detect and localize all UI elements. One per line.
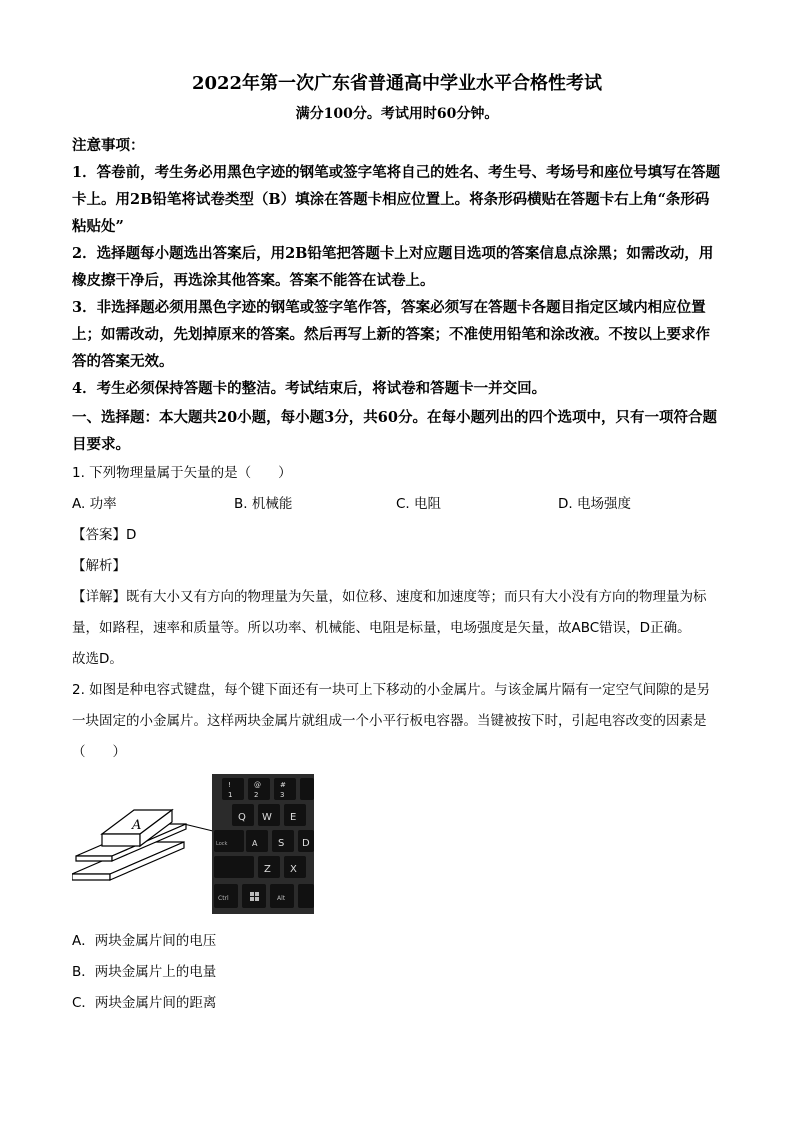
svg-text:Lock: Lock [216,841,228,847]
svg-text:D: D [302,838,310,849]
q1-detail: 【详解】既有大小又有方向的物理量为矢量，如位移、速度和加速度等；而只有大小没有方向的物理量为标量，如路程，速率和质量等。所以功率、机械能、电阻是标量，电场强度是矢量，故ABC错误，D正确。 [72,589,707,636]
svg-text:#: # [280,781,286,789]
svg-text:!: ! [228,781,231,789]
svg-text:2: 2 [254,791,259,799]
q2-option-a: A．两块金属片间的电压 [72,933,217,949]
svg-text:Q: Q [238,812,246,823]
keyboard-photo [212,774,314,914]
question-1-stem: 1. 下列物理量属于矢量的是（ ） [72,465,292,481]
question-2-stem: 2. 如图是种电容式键盘，每个键下面还有一块可上下移动的小金属片。与该金属片隔有一定空气间隙的是另一块固定的小金属片。这样两块金属片就组成一个小平行板电容器。当键被按下时，引起电容改变的因素是（ ） [72,682,711,760]
notes-heading: 注意事项： [72,137,145,154]
section-heading: 一、选择题：本大题共20小题，每小题3分，共60分。在每小题列出的四个选项中，只有一项符合题目要求。 [72,409,717,453]
q1-option-d: D. 电场强度 [558,496,631,512]
svg-text:S: S [278,838,285,849]
note-item-2: 2．选择题每小题选出答案后，用2B铅笔把答题卡上对应题目选项的答案信息点涂黑；如需改动，用橡皮擦干净后，再选涂其他答案。答案不能答在试卷上。 [72,245,714,289]
q1-option-a: A. 功率 [72,496,117,512]
exam-page [72,64,722,1019]
svg-text:Ctrl: Ctrl [218,895,229,902]
q1-answer: 【答案】D [72,527,137,543]
q2-option-c: C．两块金属片间的距离 [72,995,217,1011]
exam-title: 2022年第一次广东省普通高中学业水平合格性考试 [191,73,603,94]
svg-text:E: E [290,812,297,823]
q1-option-c: C. 电阻 [396,496,442,512]
exam-subtitle: 满分100分。考试用时60分钟。 [295,106,499,122]
keyboard-diagram [72,774,722,922]
key-cap-letter: A [132,818,142,833]
svg-text:Alt: Alt [277,895,286,902]
q1-analysis-tag: 【解析】 [72,558,126,574]
svg-text:X: X [290,864,297,875]
svg-text:3: 3 [280,791,285,799]
q2-option-b: B．两块金属片上的电量 [72,964,217,980]
svg-text:Z: Z [264,864,271,875]
svg-text:W: W [262,812,272,823]
svg-text:@: @ [254,781,261,789]
q1-conclusion: 故选D。 [72,651,123,667]
svg-text:1: 1 [228,791,233,799]
note-item-4: 4．考生必须保持答题卡的整洁。考试结束后，将试卷和答题卡一并交回。 [72,380,547,397]
q1-option-b: B. 机械能 [234,496,293,512]
svg-text:A: A [252,839,258,848]
keyboard-figure [72,774,722,922]
note-item-1: 1．答卷前，考生务必用黑色字迹的钢笔或签字笔将自己的姓名、考生号、考场号和座位号填写在答题卡上。用2B铅笔将试卷类型（B）填涂在答题卡相应位置上。将条形码横贴在答题卡右上角“条形码粘贴处” [72,164,721,235]
note-item-3: 3．非选择题必须用黑色字迹的钢笔或签字笔作答，答案必须写在答题卡各题目指定区域内相应位置上；如需改动，先划掉原来的答案。然后再写上新的答案；不准使用铅笔和涂改液。不按以上要求作答的答案无效。 [72,299,710,370]
question-1-options [72,489,722,520]
